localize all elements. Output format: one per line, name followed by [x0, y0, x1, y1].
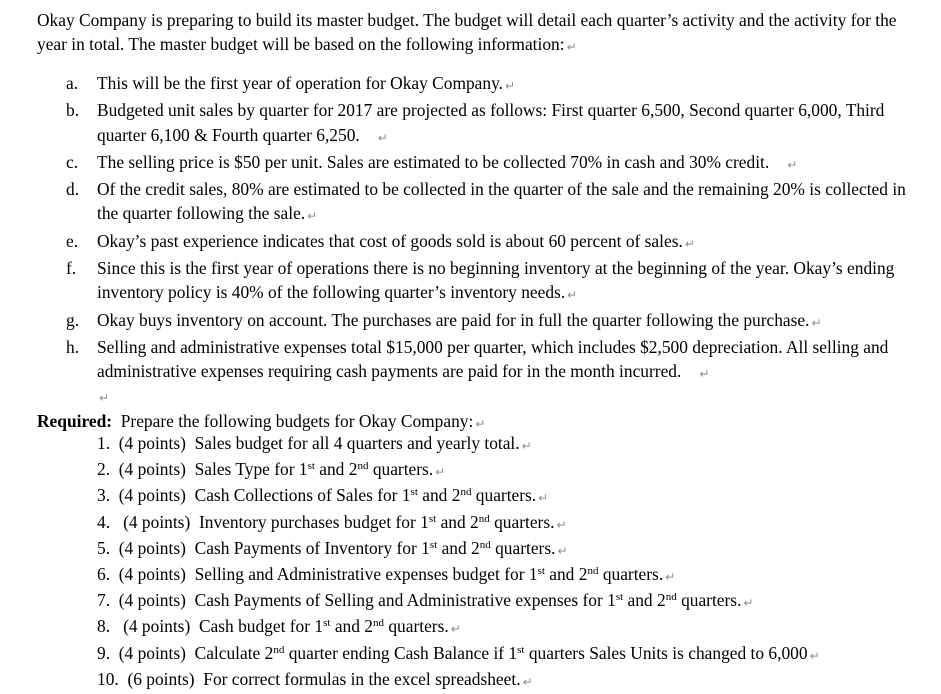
task-number: 10. — [97, 668, 128, 689]
task-points: (6 points) — [127, 668, 195, 689]
info-text: Budgeted unit sales by quarter for 2017 are projected as follows: First quarter 6,500, Second quarter 6,000, Third quarter 6,100 & Fourth quarter 6,250. — [97, 100, 885, 145]
task-item: 8. (4 points) Cash budget for 1st and 2nd quarters. ↵ — [97, 615, 907, 641]
paragraph-mark-icon: ↵ — [699, 367, 710, 382]
paragraph-mark-icon: ↵ — [567, 288, 578, 303]
task-number: 6. — [97, 564, 119, 585]
info-text: Okay’s past experience indicates that cost of goods sold is about 60 percent of sales. — [97, 230, 683, 251]
task-points: (4 points) — [123, 511, 191, 532]
task-text: Inventory purchases budget for — [198, 511, 416, 532]
paragraph-mark-icon: ↵ — [743, 596, 754, 611]
task-tail: quarters. — [495, 537, 556, 558]
paragraph-mark-icon: ↵ — [557, 543, 568, 558]
task-tail: quarters. — [681, 590, 742, 611]
paragraph-mark-icon: ↵ — [450, 622, 461, 637]
info-text: The selling price is $50 per unit. Sales are estimated to be collected 70% in cash and 30% credit. — [97, 151, 770, 172]
task-number: 3. — [97, 485, 119, 506]
info-letter: a. — [66, 73, 79, 93]
task-item: 5. (4 points) Cash Payments of Inventory for 1st and 2nd quarters. ↵ — [97, 537, 907, 563]
task-number: 8. — [97, 616, 124, 637]
info-text: This will be the first year of operation for Okay Company. — [97, 73, 503, 93]
info-letter: h. — [66, 336, 80, 357]
required-label: Required: — [37, 411, 113, 431]
task-middle: quarter ending Cash Balance if — [288, 642, 505, 663]
task-text: Cash Collections of Sales for — [194, 485, 398, 506]
task-tail: quarters. — [475, 485, 537, 506]
info-item — [66, 177, 916, 229]
info-list — [66, 71, 916, 387]
task-item — [97, 668, 907, 694]
paragraph-mark-icon: ↵ — [522, 674, 533, 689]
task-item: 4. (4 points) Inventory purchases budget for 1st and 2nd quarters. ↵ — [97, 511, 907, 537]
info-letter: f. — [66, 258, 77, 279]
info-letter: b. — [66, 100, 80, 121]
task-number: 7. — [97, 590, 119, 611]
task-item: 6. (4 points) Selling and Administrative expenses budget for 1st and 2nd quarters. ↵ — [97, 563, 907, 589]
paragraph-mark-icon: ↵ — [566, 40, 577, 54]
task-item: 9. (4 points) Calculate 2nd quarter ending Cash Balance if 1st quarters Sales Units is changed to 6,000 ↵ — [97, 642, 907, 668]
info-letter: e. — [66, 230, 79, 251]
info-letter: d. — [66, 179, 80, 200]
task-number: 4. — [97, 511, 124, 532]
task-tail: quarters. — [494, 511, 555, 532]
task-list — [97, 432, 907, 694]
paragraph-mark-icon: ↵ — [809, 648, 820, 663]
paragraph-mark-icon: ↵ — [307, 209, 318, 224]
info-item — [66, 98, 916, 150]
info-item — [66, 71, 916, 98]
task-text: Cash Payments of Selling and Administrative expenses for — [194, 590, 603, 611]
task-number: 5. — [97, 537, 119, 558]
paragraph-mark-icon: ↵ — [538, 491, 549, 506]
paragraph-mark-icon: ↵ — [521, 439, 532, 453]
required-text: Prepare the following budgets for Okay Company: — [120, 411, 474, 431]
task-text: Selling and Administrative expenses budget for — [194, 564, 525, 585]
task-item — [97, 432, 907, 458]
info-item — [66, 150, 916, 177]
paragraph-mark-icon: ↵ — [556, 517, 567, 532]
task-item: 2. (4 points) Sales Type for 1st and 2nd quarters. ↵ — [97, 458, 907, 484]
task-number: 1. — [97, 433, 119, 453]
info-item — [66, 335, 916, 387]
task-points: (4 points) — [118, 485, 186, 506]
paragraph-mark-icon: ↵ — [811, 315, 822, 330]
task-item: 7. (4 points) Cash Payments of Selling and Administrative expenses for 1st and 2nd quarters. ↵ — [97, 589, 907, 615]
task-points: (4 points) — [118, 642, 186, 663]
task-points: (4 points) — [118, 537, 186, 558]
task-after: quarters Sales Units is changed to — [528, 642, 765, 663]
paragraph-mark-icon: ↵ — [505, 79, 516, 93]
info-letter: c. — [66, 151, 79, 172]
task-points: (4 points) — [118, 459, 186, 480]
task-number: 9. — [97, 642, 119, 663]
empty-paragraph — [97, 385, 109, 408]
task-text: Sales budget for all 4 quarters and yearly total. — [194, 433, 520, 453]
task-tail: quarters. — [388, 616, 449, 637]
paragraph-mark-icon: ↵ — [377, 130, 388, 145]
task-text: For correct formulas in the excel spreadsheet. — [203, 668, 521, 689]
info-item — [66, 308, 916, 335]
info-text: Selling and administrative expenses total $15,000 per quarter, which includes $2,500 depreciation. All selling and administrative expenses requiring cash payments are paid for in the month incurred. — [97, 336, 889, 382]
task-text: Cash Payments of Inventory for — [194, 537, 417, 558]
info-item — [66, 256, 916, 308]
intro-text: Okay Company is preparing to build its master budget. The budget will detail each quarter’s activity and the activity for the year in total. The master budget will be based on the following information: — [37, 10, 897, 54]
paragraph-mark-icon: ↵ — [684, 236, 695, 251]
paragraph-mark-icon: ↵ — [435, 465, 446, 480]
intro-paragraph — [37, 8, 917, 59]
paragraph-mark-icon: ↵ — [99, 391, 110, 405]
task-points: (4 points) — [118, 433, 186, 453]
task-text: Sales Type for — [194, 459, 295, 480]
paragraph-mark-icon: ↵ — [665, 570, 676, 585]
info-text: Since this is the first year of operations there is no beginning inventory at the beginning of the year. Okay’s ending inventory policy is 40% of the following quarter’s inventory needs. — [97, 258, 895, 303]
paragraph-mark-icon: ↵ — [787, 157, 798, 172]
task-points: (4 points) — [118, 564, 186, 585]
paragraph-mark-icon: ↵ — [475, 417, 486, 431]
info-text: Of the credit sales, 80% are estimated to be collected in the quarter of the sale and the remaining 20% is collected in the quarter following the sale. — [97, 179, 906, 224]
info-text: Okay buys inventory on account. The purchases are paid for in full the quarter following the purchase. — [97, 309, 810, 330]
task-points: (4 points) — [118, 590, 186, 611]
task-tail: quarters. — [372, 459, 434, 480]
task-points: (4 points) — [123, 616, 191, 637]
task-tail: quarters. — [602, 564, 664, 585]
info-letter: g. — [66, 309, 80, 330]
info-item — [66, 229, 916, 256]
task-text: Cash budget for — [198, 616, 311, 637]
task-item: 3. (4 points) Cash Collections of Sales for 1st and 2nd quarters. ↵ — [97, 484, 907, 510]
task-tail: 6,000 — [768, 642, 808, 663]
task-number: 2. — [97, 459, 119, 480]
task-text: Calculate — [194, 642, 261, 663]
